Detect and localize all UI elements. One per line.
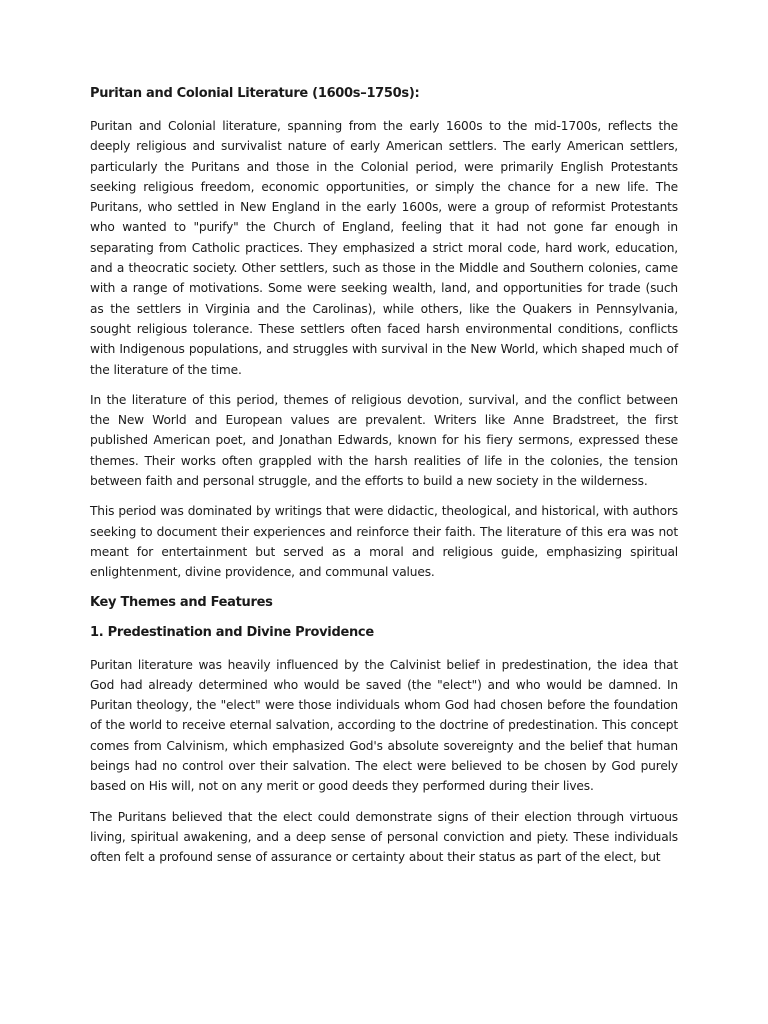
section-1-paragraph-2: The Puritans believed that the elect could demonstrate signs of their election through virtuous living, spiritual awakening, and a deep sense of personal conviction and piety. These individuals often felt a profound sense of assurance or certainty about their status as part of the elect, but [90, 809, 678, 865]
intro-paragraph-3: This period was dominated by writings that were didactic, theological, and historical, with authors seeking to document their experiences and reinforce their faith. The literature of this era was not meant for entertainment but served as a moral and religious guide, emphasizing spiritual enlightenment, divine providence, and communal values. [90, 504, 678, 580]
document-title: Puritan and Colonial Literature (1600s–1750s): [90, 86, 420, 101]
intro-paragraph-1: Puritan and Colonial literature, spanning from the early 1600s to the mid-1700s, reflects the deeply religious and survivalist nature of early American settlers. The early American settlers, particularly the Puritans and those in the Colonial period, were primarily English Protestants seeking religious freedom, economic opportunities, or simply the chance for a new life. The Puritans, who settled in New England in the early 1600s, were a group of reformist Protestants who wanted to "purify" the Church of England, feeling that it had not gone far enough in separating from Catholic practices. They emphasized a strict moral code, hard work, education, and a theocratic society. Other settlers, such as those in the Middle and Southern colonies, came with a range of motivations. Some were seeking wealth, land, and opportunities for trade (such as the settlers in Virginia and the Carolinas), while others, like the Quakers in Pennsylvania, sought religious tolerance. These settlers often faced harsh environmental conditions, conflicts with Indigenous populations, and struggles with survival in the New World, which shaped much of the literature of the time. [90, 119, 678, 377]
section-1-heading: 1. Predestination and Divine Providence [90, 624, 374, 640]
document-page [90, 84, 678, 878]
key-themes-heading: Key Themes and Features [90, 594, 273, 610]
section-1-paragraph-1: Puritan literature was heavily influenced by the Calvinist belief in predestination, the idea that God had already determined who would be saved (the "elect") and who would be damned. In Puritan theology, the "elect" were those individuals whom God had chosen before the foundation of the world to receive eternal salvation, according to the doctrine of predestination. This concept comes from Calvinism, which emphasized God's absolute sovereignty and the belief that human beings had no control over their salvation. The elect were believed to be chosen by God purely based on His will, not on any merit or good deeds they performed during their lives. [90, 657, 678, 794]
intro-paragraph-2: In the literature of this period, themes of religious devotion, survival, and the conflict between the New World and European values are prevalent. Writers like Anne Bradstreet, the first published American poet, and Jonathan Edwards, known for his fiery sermons, expressed these themes. Their works often grappled with the harsh realities of life in the colonies, the tension between faith and personal struggle, and the efforts to build a new society in the wilderness. [90, 392, 678, 489]
